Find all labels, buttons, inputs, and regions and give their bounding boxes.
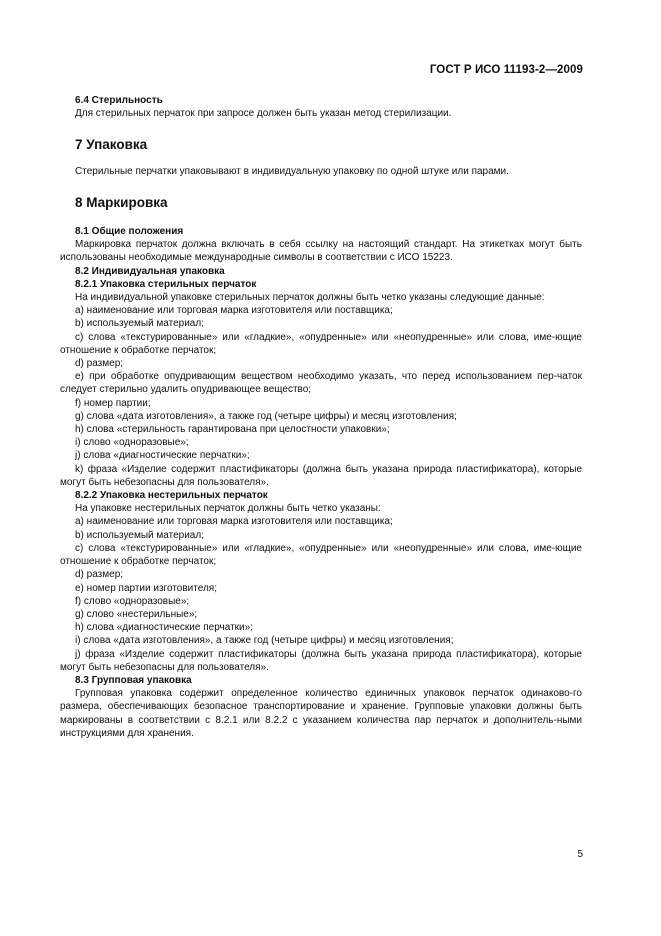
section-8-2-1-heading: 8.2.1 Упаковка стерильных перчаток — [75, 278, 257, 290]
list-item: f) слово «одноразовые»; — [75, 595, 190, 607]
section-6-4-text: Для стерильных перчаток при запросе должен быть указан метод стерилизации. — [75, 108, 452, 120]
section-8-3-text: Групповая упаковка содержит определенное количество единичных упаковок перчаток одинаково-го размера, обеспечивающих безопасное транспортирование и хранение. Групповые упаковки должны быть маркированы в соответствии с 8.2.1 или 8.2.2 с указанием количества пар перчаток и дополнитель-ными инструкциями для хранения. — [60, 688, 582, 739]
list-item: g) слова «дата изготовления», а также год (четыре цифры) и месяц изготовления; — [75, 410, 457, 422]
list-item: i) слово «одноразовые»; — [75, 437, 189, 449]
list-item: b) используемый материал; — [75, 529, 204, 541]
section-6-4-heading: 6.4 Стерильность — [75, 95, 163, 106]
section-8-2-heading: 8.2 Индивидуальная упаковка — [75, 265, 225, 277]
list-item: b) используемый материал; — [75, 318, 204, 330]
list-item: f) номер партии; — [75, 397, 151, 409]
list-item: c) слова «текстурированные» или «гладкие», «опудренные» или «неопудренные» или слова, име-ющие отношение к обработке перчаток; — [60, 542, 582, 568]
standard-designation: ГОСТ Р ИСО 11193-2—2009 — [429, 64, 583, 76]
section-8-3-heading: 8.3 Групповая упаковка — [75, 674, 192, 686]
list-item: j) слова «диагностические перчатки»; — [75, 450, 250, 462]
list-item: d) размер; — [75, 358, 124, 370]
list-item: a) наименование или торговая марка изготовителя или поставщика; — [75, 516, 393, 528]
section-8-1-text: Маркировка перчаток должна включать в себя ссылку на настоящий стандарт. На этикетках могут быть использованы необходимые международные символы в соответствии с ИСО 15223. — [60, 239, 582, 264]
list-item: a) наименование или торговая марка изготовителя или поставщика; — [75, 305, 393, 317]
list-item: e) номер партии изготовителя; — [75, 582, 217, 594]
list-item: h) слова «диагностические перчатки»; — [75, 622, 253, 634]
list-item: d) размер; — [75, 569, 124, 581]
list-item: j) фраза «Изделие содержит пластификаторы (должна быть указана природа пластификатора), которые могут быть небезопасны для пользователя». — [60, 648, 582, 673]
list-8-2-1 — [60, 304, 582, 489]
list-8-2-2 — [60, 515, 582, 673]
list-item: k) фраза «Изделие содержит пластификаторы (должна быть указана природа пластификатора), которые могут быть небезопасны для пользователя». — [60, 463, 582, 488]
section-7-text: Стерильные перчатки упаковывают в индивидуальную упаковку по одной штуке или парами. — [75, 165, 509, 177]
section-8-2-1-intro: На индивидуальной упаковке стерильных перчаток должны быть четко указаны следующие данные: — [75, 292, 545, 304]
section-8-1-heading: 8.1 Общие положения — [75, 226, 184, 238]
list-item: i) слова «дата изготовления», а также год (четыре цифры) и месяц изготовления; — [75, 635, 454, 647]
list-item: c) слова «текстурированные» или «гладкие», «опудренные» или «неопудренные» или слова, име-ющие отношение к обработке перчаток; — [60, 331, 582, 356]
section-8-2-2-intro: На упаковке нестерильных перчаток должны быть четко указаны: — [75, 503, 381, 515]
section-8-heading: 8 Маркировка — [75, 194, 168, 210]
page-number: 5 — [577, 849, 583, 860]
list-item: g) слово «нестерильные»; — [75, 608, 198, 620]
document-body — [60, 92, 582, 740]
section-8-2-2-heading: 8.2.2 Упаковка нестерильных перчаток — [75, 490, 268, 502]
section-7-heading: 7 Упаковка — [75, 137, 148, 153]
list-item: h) слова «стерильность гарантирована при целостности упаковки»; — [75, 424, 390, 436]
list-item: e) при обработке опудривающим веществом необходимо указать, что перед использованием пер-чаток следует стерильно удалить опудривающее вещество; — [60, 371, 582, 396]
